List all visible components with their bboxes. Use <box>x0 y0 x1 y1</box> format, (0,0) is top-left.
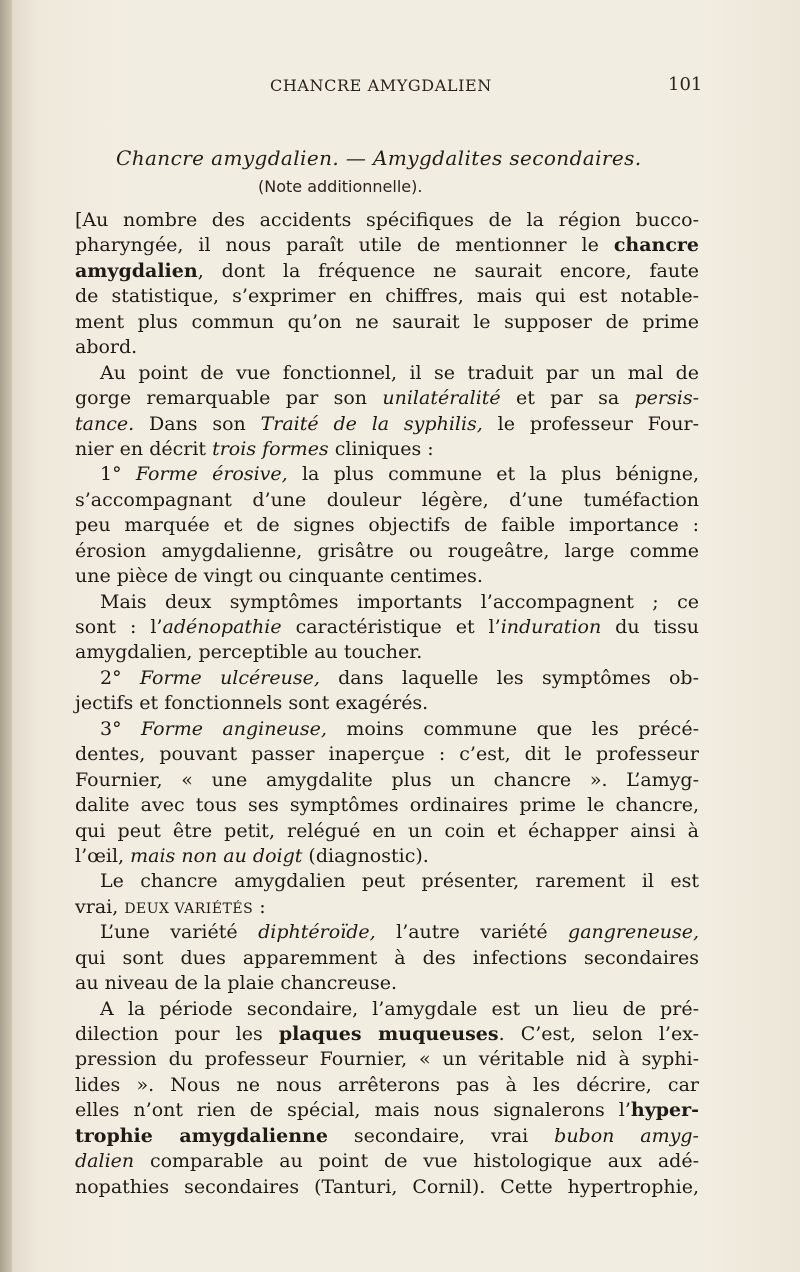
text-line: dentes, pouvant passer inaperçue : c’est, dit le professeur <box>75 743 699 766</box>
text-line: nopathies secondaires (Tanturi, Cornil). Cette hypertrophie, <box>75 1175 699 1198</box>
text-line: ment plus commun qu’on ne saurait le supposer de prime <box>75 310 699 333</box>
text-line: s’accompagnant d’une douleur légère, d’une tuméfaction <box>75 488 699 511</box>
text-line: Au point de vue fonctionnel, il se traduit par un mal de <box>100 361 699 384</box>
text-line: pharyngée, il nous paraît utile de mentionner le chancre <box>75 234 699 257</box>
running-title: CHANCRE AMYGDALIEN <box>270 76 492 95</box>
text-line: sont : l’adénopathie caractéristique et l’induration du tissu <box>75 616 699 638</box>
text-line: de statistique, s’exprimer en chiffres, mais qui est notable- <box>75 285 699 308</box>
page-number: 101 <box>668 74 703 95</box>
text-line: abord. <box>75 336 138 359</box>
text-line: une pièce de vingt ou cinquante centimes. <box>75 565 483 588</box>
text-line: [Au nombre des accidents spécifiques de la région bucco- <box>75 209 699 231</box>
text-line: dalien comparable au point de vue histologique aux adé- <box>75 1150 699 1173</box>
text-line: amygdalien, perceptible au toucher. <box>75 641 423 664</box>
text-line: peu marquée et de signes objectifs de faible importance : <box>75 514 699 537</box>
text-line: elles n’ont rien de spécial, mais nous signalerons l’hyper- <box>75 1099 699 1122</box>
section-title: Chancre amygdalien. — Amygdalites secondaires. <box>116 146 642 170</box>
text-line: qui peut être petit, relégué en un coin et échapper ainsi à <box>75 819 699 842</box>
page-binding-edge <box>0 0 12 1272</box>
text-line: A la période secondaire, l’amygdale est un lieu de pré- <box>100 997 699 1020</box>
section-subtitle: (Note additionnelle). <box>258 177 423 196</box>
text-line: trophie amygdalienne secondaire, vrai bubon amyg- <box>75 1124 699 1147</box>
body-text <box>75 208 699 1200</box>
text-line: qui sont dues apparemment à des infections secondaires <box>75 946 699 969</box>
text-line: vrai, DEUX VARIÉTÉS : <box>75 895 266 918</box>
text-line: amygdalien, dont la fréquence ne saurait encore, faute <box>75 259 699 282</box>
text-line: L’une variété diphtéroïde, l’autre variété gangreneuse, <box>100 921 699 944</box>
text-line: Fournier, « une amygdalite plus un chancre ». L’amyg- <box>75 768 699 791</box>
text-line: jectifs et fonctionnels sont exagérés. <box>75 692 429 715</box>
text-line: au niveau de la plaie chancreuse. <box>75 972 397 995</box>
text-line: érosion amygdalienne, grisâtre ou rougeâtre, large comme <box>75 539 699 562</box>
text-line: nier en décrit trois formes cliniques : <box>75 437 434 460</box>
text-line: tance. Dans son Traité de la syphilis, le professeur Four- <box>75 412 700 435</box>
text-line: 3° Forme angineuse, moins commune que les précé- <box>100 717 699 740</box>
text-line: gorge remarquable par son unilatéralité et par sa persis- <box>75 387 699 410</box>
text-line: Le chancre amygdalien peut présenter, rarement il est <box>100 870 699 893</box>
text-line: dilection pour les plaques muqueuses. C’est, selon l’ex- <box>75 1023 699 1045</box>
text-line: Mais deux symptômes importants l’accompagnent ; ce <box>100 590 699 613</box>
text-line: 2° Forme ulcéreuse, dans laquelle les symptômes ob- <box>100 666 699 689</box>
text-line: l’œil, mais non au doigt (diagnostic). <box>75 844 429 867</box>
text-line: dalite avec tous ses symptômes ordinaires prime le chancre, <box>75 794 699 817</box>
text-line: pression du professeur Fournier, « un véritable nid à syphi- <box>75 1048 699 1071</box>
text-line: 1° Forme érosive, la plus commune et la plus bénigne, <box>100 463 699 486</box>
text-line: lides ». Nous ne nous arrêterons pas à les décrire, car <box>75 1073 699 1096</box>
